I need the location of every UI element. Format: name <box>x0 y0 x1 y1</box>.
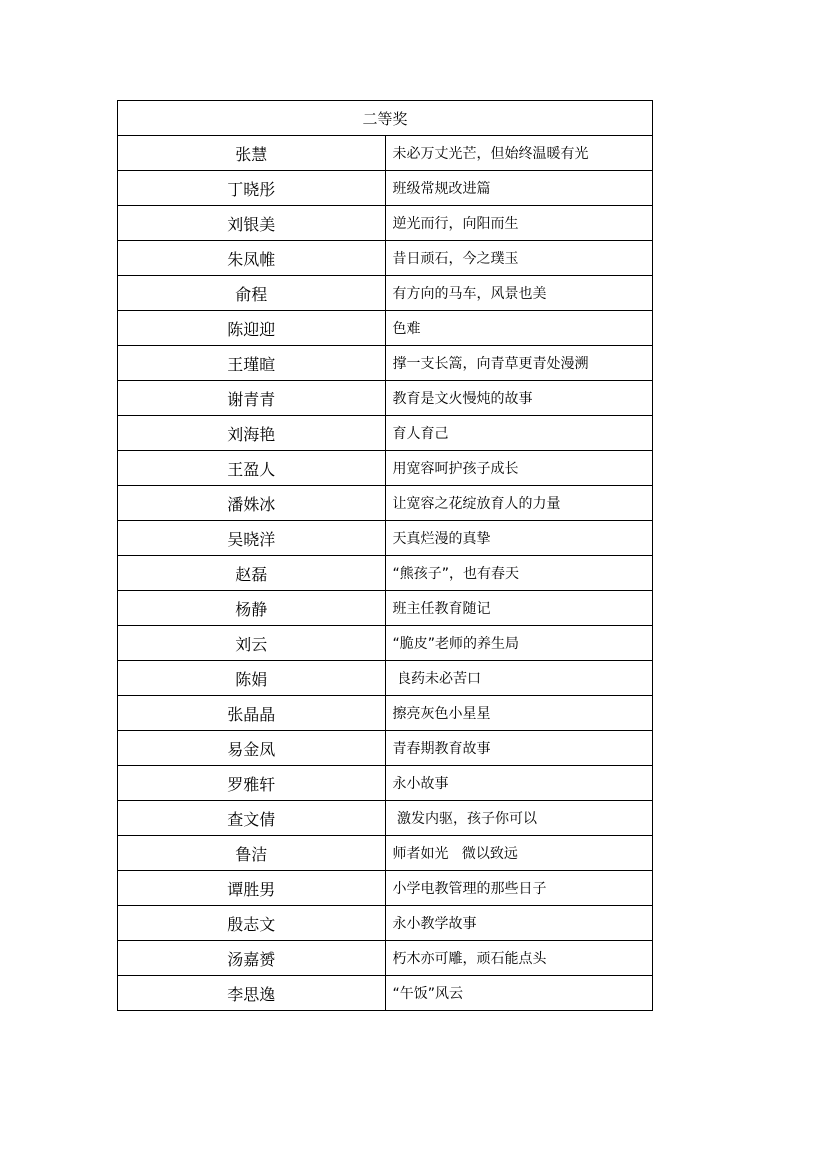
awardee-name: 刘云 <box>118 626 386 661</box>
table-row <box>118 906 653 941</box>
awardee-name: 张晶晶 <box>118 696 386 731</box>
work-title: 用宽容呵护孩子成长 <box>385 451 653 486</box>
work-title: 让宽容之花绽放育人的力量 <box>385 486 653 521</box>
work-title: 班级常规改进篇 <box>385 171 653 206</box>
work-title: 永小故事 <box>385 766 653 801</box>
table-row <box>118 976 653 1011</box>
awardee-name: 刘海艳 <box>118 416 386 451</box>
work-title: “午饭”风云 <box>385 976 653 1011</box>
table-row <box>118 591 653 626</box>
work-title: “熊孩子”，也有春天 <box>385 556 653 591</box>
table-row <box>118 416 653 451</box>
table-row <box>118 451 653 486</box>
awardee-name: 赵磊 <box>118 556 386 591</box>
table-row <box>118 801 653 836</box>
table-row <box>118 696 653 731</box>
work-title: 永小教学故事 <box>385 906 653 941</box>
awardee-name: 俞程 <box>118 276 386 311</box>
work-title: 逆光而行，向阳而生 <box>385 206 653 241</box>
awardee-name: 罗雅轩 <box>118 766 386 801</box>
header-row <box>118 101 653 136</box>
work-title: 激发内驱，孩子你可以 <box>385 801 653 836</box>
awardee-name: 王瑾暄 <box>118 346 386 381</box>
work-title: 师者如光 微以致远 <box>385 836 653 871</box>
awardee-name: 陈迎迎 <box>118 311 386 346</box>
work-title: 班主任教育随记 <box>385 591 653 626</box>
table-row <box>118 731 653 766</box>
table-row <box>118 241 653 276</box>
work-title: “脆皮”老师的养生局 <box>385 626 653 661</box>
table-row <box>118 941 653 976</box>
table-row <box>118 871 653 906</box>
work-title: 育人育己 <box>385 416 653 451</box>
table-row <box>118 136 653 171</box>
work-title: 天真烂漫的真挚 <box>385 521 653 556</box>
awardee-name: 谢青青 <box>118 381 386 416</box>
table-row <box>118 626 653 661</box>
awardee-name: 易金凤 <box>118 731 386 766</box>
work-title: 色难 <box>385 311 653 346</box>
table-row <box>118 381 653 416</box>
awardee-name: 陈娟 <box>118 661 386 696</box>
table-row <box>118 836 653 871</box>
table-row <box>118 311 653 346</box>
work-title: 小学电教管理的那些日子 <box>385 871 653 906</box>
table-row <box>118 486 653 521</box>
awardee-name: 张慧 <box>118 136 386 171</box>
work-title: 撑一支长篙，向青草更青处漫溯 <box>385 346 653 381</box>
awardee-name: 汤嘉赟 <box>118 941 386 976</box>
awardee-name: 王盈人 <box>118 451 386 486</box>
table-row <box>118 346 653 381</box>
work-title: 未必万丈光芒，但始终温暖有光 <box>385 136 653 171</box>
work-title: 青春期教育故事 <box>385 731 653 766</box>
award-table <box>117 100 653 1011</box>
awardee-name: 谭胜男 <box>118 871 386 906</box>
award-table-body <box>118 101 653 1011</box>
awardee-name: 朱凤帷 <box>118 241 386 276</box>
awardee-name: 殷志文 <box>118 906 386 941</box>
table-row <box>118 276 653 311</box>
awardee-name: 杨静 <box>118 591 386 626</box>
table-row <box>118 661 653 696</box>
awardee-name: 丁晓彤 <box>118 171 386 206</box>
table-row <box>118 206 653 241</box>
awardee-name: 鲁洁 <box>118 836 386 871</box>
work-title: 有方向的马车，风景也美 <box>385 276 653 311</box>
awardee-name: 李思逸 <box>118 976 386 1011</box>
table-row <box>118 556 653 591</box>
awardee-name: 查文倩 <box>118 801 386 836</box>
work-title: 朽木亦可雕，顽石能点头 <box>385 941 653 976</box>
table-row <box>118 521 653 556</box>
table-row <box>118 766 653 801</box>
work-title: 良药未必苦口 <box>385 661 653 696</box>
work-title: 擦亮灰色小星星 <box>385 696 653 731</box>
table-row <box>118 171 653 206</box>
award-level-header: 二等奖 <box>118 101 653 136</box>
awardee-name: 潘姝冰 <box>118 486 386 521</box>
work-title: 昔日顽石，今之璞玉 <box>385 241 653 276</box>
awardee-name: 刘银美 <box>118 206 386 241</box>
awardee-name: 吴晓洋 <box>118 521 386 556</box>
work-title: 教育是文火慢炖的故事 <box>385 381 653 416</box>
